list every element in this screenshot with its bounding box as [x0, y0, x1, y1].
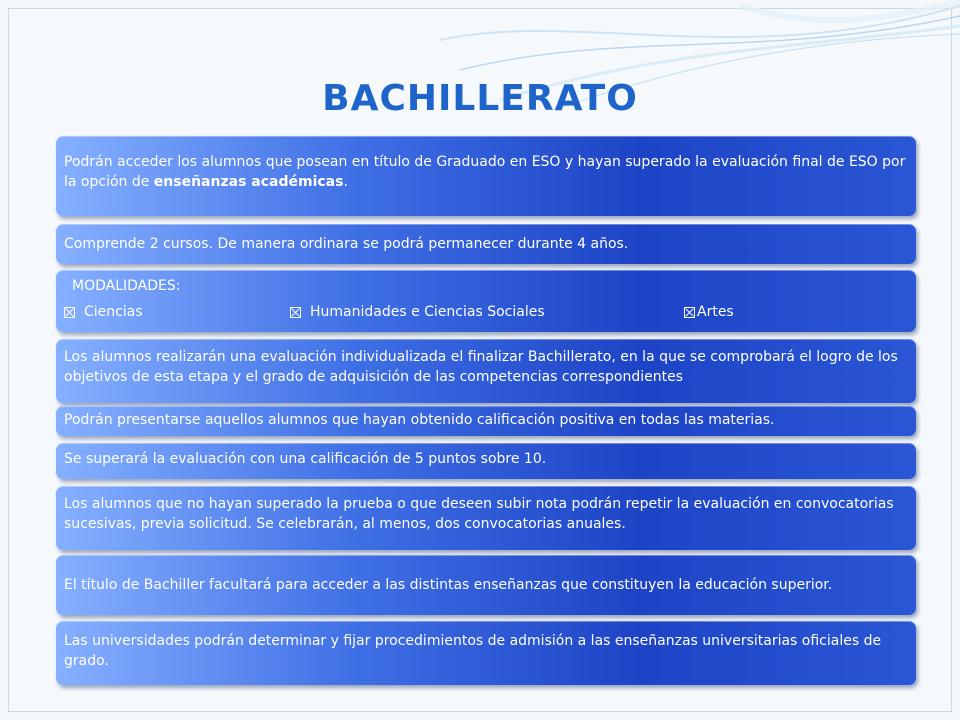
modality-label: Artes [697, 304, 734, 320]
info-band-passing-grade [56, 443, 916, 479]
info-band-duration [56, 224, 916, 264]
info-band-modalities [56, 270, 916, 332]
band-text: Los alumnos realizarán una evaluación individualizada el finalizar Bachillerato, en la que se comprobará el logro de los objetivos de esta etapa y el grado de adquisición de las competencias correspondientes [64, 349, 898, 385]
modality-item [64, 302, 143, 322]
page-title: BACHILLERATO [322, 78, 638, 119]
info-band-evaluation [56, 339, 916, 403]
checkbox-x-icon [290, 307, 301, 318]
info-band-access [56, 136, 916, 216]
modality-label: Humanidades e Ciencias Sociales [310, 304, 545, 320]
modality-label: Ciencias [84, 304, 143, 320]
band-text: Comprende 2 cursos. De manera ordinara se podrá permanecer durante 4 años. [64, 236, 629, 252]
info-band-retake [56, 486, 916, 550]
band-text: Se superará la evaluación con una calificación de 5 puntos sobre 10. [64, 451, 547, 467]
band-text: El título de Bachiller facultará para acceder a las distintas enseñanzas que constituyen la educación superior. [64, 577, 833, 593]
band-text-end: . [343, 174, 348, 190]
checkbox-x-icon [64, 307, 75, 318]
modalities-list [64, 302, 908, 324]
info-band-title [56, 555, 916, 615]
band-text: Los alumnos que no hayan superado la prueba o que deseen subir nota podrán repetir la evaluación en convocatorias sucesivas, previa solicitud. Se celebrarán, al menos, dos convocatorias anuales. [64, 496, 894, 532]
band-text: Las universidades podrán determinar y fijar procedimientos de admisión a las enseñanzas universitarias oficiales de grado. [64, 633, 882, 669]
band-text-bold: enseñanzas académicas [153, 174, 344, 190]
band-text: Podrán presentarse aquellos alumnos que hayan obtenido calificación positiva en todas las materias. [64, 412, 775, 428]
modality-item [290, 302, 545, 322]
band-text: Podrán acceder los alumnos que posean en título de Graduado en ESO y hayan superado la evaluación final de ESO por la opción de [64, 154, 906, 190]
modality-item [684, 302, 734, 322]
modalities-title: MODALIDADES: [72, 278, 181, 294]
info-band-universities [56, 621, 916, 685]
info-band-eligibility [56, 406, 916, 436]
checkbox-x-icon [684, 307, 695, 318]
